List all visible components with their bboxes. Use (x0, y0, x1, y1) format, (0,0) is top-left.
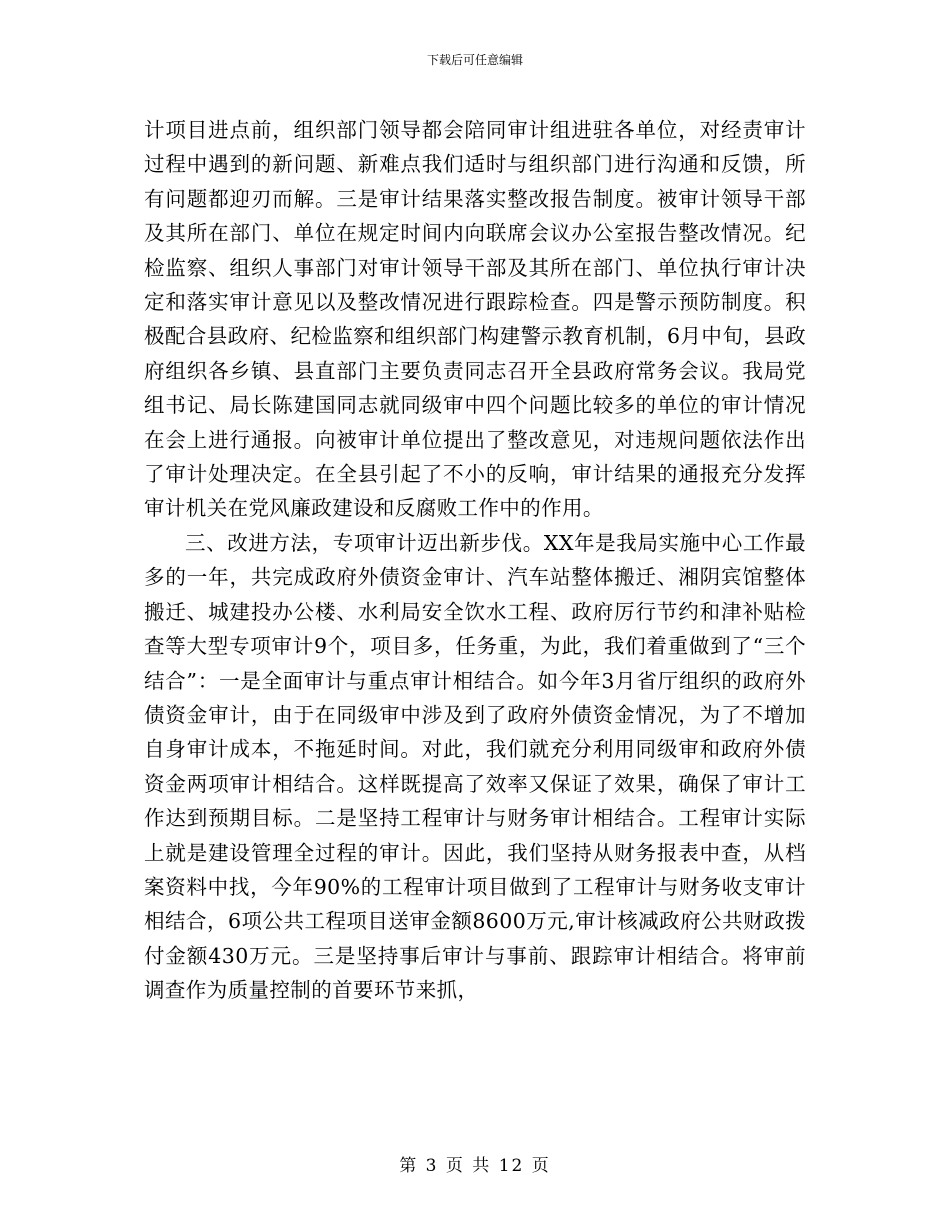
page-header: 下载后可任意编辑 (426, 53, 523, 67)
paragraph-continued: 计项目进点前，组织部门领导都会陪同审计组进驻各单位，对经责审计过程中遇到的新问题、新难点我们适时与组织部门进行沟通和反馈，所有问题都迎刃而解。三是审计结果落实整改报告制度。被审计领导干部及其所在部门、单位在规定时间内向联席会议办公室报告整改情况。纪检监察、组织人事部门对审计领导干部及其所在部门、单位执行审计决定和落实审计意见以及整改情况进行跟踪检查。四是警示预防制度。积极配合县政府、纪检监察和组织部门构建警示教育机制，6月中旬，县政府组织各乡镇、县直部门主要负责同志召开全县政府常务会议。我局党组书记、局长陈建国同志就同级审中四个问题比较多的单位的审计情况在会上进行通报。向被审计单位提出了整改意见，对违规问题依法作出了审计处理决定。在全县引起了不小的反响，审计结果的通报充分发挥审计机关在党风廉政建设和反腐败工作中的作用。 (144, 118, 806, 521)
paragraph-section-three: 三、改进方法，专项审计迈出新步伐。XX年是我局实施中心工作最多的一年，共完成政府外债资金审计、汽车站整体搬迁、湘阴宾馆整体搬迁、城建投办公楼、水利局安全饮水工程、政府厉行节约和津补贴检查等大型专项审计9个，项目多，任务重，为此，我们着重做到了“三个结合”：一是全面审计与重点审计相结合。如今年3月省厅组织的政府外债资金审计，由于在同级审中涉及到了政府外债资金情况，为了不增加自身审计成本，不拖延时间。对此，我们就充分利用同级审和政府外债资金两项审计相结合。这样既提高了效率又保证了效果，确保了审计工作达到预期目标。二是坚持工程审计与财务审计相结合。工程审计实际上就是建设管理全过程的审计。因此，我们坚持从财务报表中查，从档案资料中找，今年90%的工程审计项目做到了工程审计与财务收支审计相结合，6项公共工程项目送审金额8600万元,审计核减政府公共财政拨付金额430万元。三是坚持事后审计与事前、跟踪审计相结合。将审前调查作为质量控制的首要环节来抓， (144, 530, 806, 1003)
page-number-footer: 第 3 页 共 12 页 (399, 1156, 551, 1176)
document-body (144, 113, 806, 1008)
